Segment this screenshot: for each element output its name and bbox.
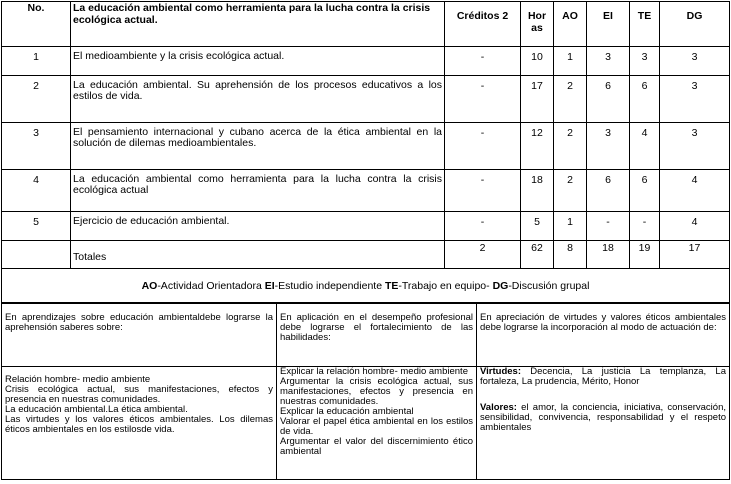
row-tema: El pensamiento internacional y cubano acerca de la ética ambiental en la solución de dilemas medioambientales.	[71, 123, 445, 170]
header-row	[2, 2, 730, 47]
row-ao: 1	[554, 212, 587, 241]
row-tema: El medioambiente y la crisis ecológica actual.	[71, 47, 445, 76]
valores-text: el amor, la conciencia, iniciativa, conservación, sensibilidad, convivencia, responsabilidad y el respeto ambientales	[480, 402, 726, 433]
row-tema: La educación ambiental como herramienta para la lucha contra la crisis ecológica actual	[71, 170, 445, 212]
header-tema: La educación ambiental como herramienta para la lucha contra la crisis ecológica actual.	[71, 2, 445, 47]
col1-title: En aprendizajes sobre educación ambientaldebe lograrse la aprehensión saberes sobre:	[2, 303, 277, 367]
knowledge-item: Relación hombre- medio ambiente	[5, 374, 151, 385]
totals-te: 19	[630, 241, 660, 269]
header-horas: Hor as	[521, 2, 554, 47]
header-ao: AO	[554, 2, 587, 47]
course-table	[1, 1, 730, 304]
totals-empty-cell	[2, 241, 71, 269]
col2-title: En aplicación en el desempeño profesional debe lograrse el fortalecimiento de las habilidades:	[277, 303, 477, 367]
row-ei: 6	[587, 170, 630, 212]
totals-ei: 18	[587, 241, 630, 269]
row-te: -	[630, 212, 660, 241]
virtudes-text: Decencia, La justicia La templanza, La fortaleza, La prudencia, Mérito, Honor	[480, 366, 726, 387]
row-te: 4	[630, 123, 660, 170]
skill-item: Argumentar la crisis ecológica actual, sus manifestaciones, efectos y presencia en nuestras comunidades.	[280, 376, 473, 407]
header-te: TE	[630, 2, 660, 47]
col3-body	[477, 367, 730, 480]
totals-horas: 62	[521, 241, 554, 269]
row-te: 3	[630, 47, 660, 76]
legend-ao-abbr: AO	[141, 280, 158, 292]
row-dg: 4	[660, 170, 730, 212]
row-dg: 3	[660, 123, 730, 170]
legend-row	[2, 269, 730, 304]
virtudes-label: Virtudes:	[480, 366, 522, 377]
table-row	[2, 76, 730, 123]
totals-label: Totales	[71, 241, 445, 269]
row-ei: 6	[587, 76, 630, 123]
header-ei: EI	[587, 2, 630, 47]
row-ei: 3	[587, 47, 630, 76]
row-horas: 5	[521, 212, 554, 241]
header-dg: DG	[660, 2, 730, 47]
row-dg: 3	[660, 47, 730, 76]
row-no: 3	[2, 123, 71, 170]
valores-label: Valores:	[480, 402, 517, 413]
row-ei: 3	[587, 123, 630, 170]
table-row	[2, 123, 730, 170]
col3-title: En apreciación de virtudes y valores éticos ambientales debe lograrse la incorporación al modo de actuación de:	[477, 303, 730, 367]
skill-item: Valorar el papel ética ambiental en los estilos de vida.	[280, 416, 473, 437]
table-row	[2, 47, 730, 76]
legend-te-text: -Trabajo en equipo-	[398, 280, 493, 292]
totals-dg: 17	[660, 241, 730, 269]
row-creditos: -	[445, 123, 521, 170]
row-no: 5	[2, 212, 71, 241]
row-horas: 17	[521, 76, 554, 123]
valores-paragraph	[480, 403, 726, 433]
skill-item: Argumentar el valor del discernimiento ético ambiental	[280, 436, 473, 457]
knowledge-item: Crisis ecológica actual, sus manifestaciones, efectos y presencia en nuestras comunidades.	[5, 384, 273, 405]
table-row	[2, 170, 730, 212]
legend-ao-text: -Actividad Orientadora	[157, 280, 265, 292]
skill-item: Explicar la relación hombre- medio ambiente	[280, 366, 468, 377]
row-creditos: -	[445, 212, 521, 241]
legend-te-abbr: TE	[384, 280, 399, 292]
spacer	[480, 387, 726, 403]
row-dg: 3	[660, 76, 730, 123]
knowledge-item: Las virtudes y los valores éticos ambientales. Los dilemas éticos ambientales en los estilosde vida.	[5, 414, 273, 435]
virtudes-paragraph	[480, 367, 726, 387]
row-no: 4	[2, 170, 71, 212]
header-no: No.	[2, 2, 71, 47]
legend-dg-text: -Discusión grupal	[508, 280, 590, 292]
row-creditos: -	[445, 170, 521, 212]
row-creditos: -	[445, 47, 521, 76]
row-no: 1	[2, 47, 71, 76]
row-ao: 2	[554, 170, 587, 212]
row-creditos: -	[445, 76, 521, 123]
table-row	[2, 212, 730, 241]
header-creditos: Créditos 2	[445, 2, 521, 47]
legend-dg-abbr: DG	[492, 280, 509, 292]
row-dg: 4	[660, 212, 730, 241]
totals-row	[2, 241, 730, 269]
row-no: 2	[2, 76, 71, 123]
row-horas: 10	[521, 47, 554, 76]
competencies-body-row	[2, 367, 730, 480]
row-ei: -	[587, 212, 630, 241]
row-ao: 2	[554, 76, 587, 123]
competencies-header-row	[2, 303, 730, 367]
competencies-table	[1, 302, 730, 480]
row-horas: 12	[521, 123, 554, 170]
row-te: 6	[630, 170, 660, 212]
row-tema: Ejercicio de educación ambiental.	[71, 212, 445, 241]
col2-body	[277, 367, 477, 480]
legend-ei-abbr: EI	[264, 280, 275, 292]
knowledge-item: La educación ambiental.La ética ambiental.	[5, 404, 188, 415]
row-tema: La educación ambiental. Su aprehensión de los procesos educativos a los estilos de vida.	[71, 76, 445, 123]
skill-item: Explicar la educación ambiental	[280, 406, 414, 417]
col1-body	[2, 367, 277, 480]
totals-creditos: 2	[445, 241, 521, 269]
legend	[2, 269, 730, 304]
row-ao: 2	[554, 123, 587, 170]
row-horas: 18	[521, 170, 554, 212]
legend-ei-text: -Estudio independiente	[274, 280, 385, 292]
totals-ao: 8	[554, 241, 587, 269]
row-ao: 1	[554, 47, 587, 76]
row-te: 6	[630, 76, 660, 123]
